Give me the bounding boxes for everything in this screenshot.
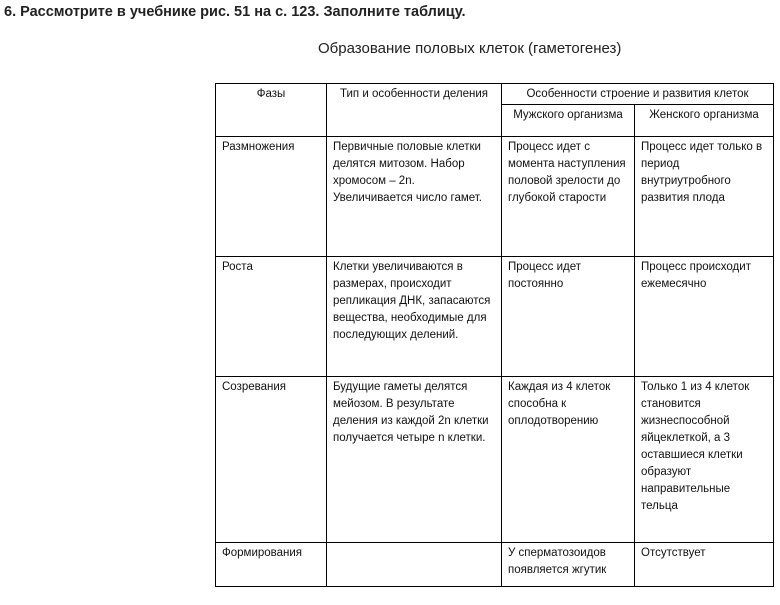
female-cell: Процесс происходит ежемесячно [635, 257, 774, 377]
division-cell [327, 543, 502, 587]
male-cell: Процесс идет постоянно [502, 257, 635, 377]
division-cell: Клетки увеличиваются в размерах, происходит репликация ДНК, запасаются вещества, необходимые для последующих делений. [327, 257, 502, 377]
male-cell: Процесс идет с момента наступления половой зрелости до глубокой старости [502, 137, 635, 257]
female-cell: Отсутствует [635, 543, 774, 587]
header-male: Мужского организма [502, 105, 635, 137]
task-heading: 6. Рассмотрите в учебнике рис. 51 на с. 123. Заполните таблицу. [4, 4, 466, 20]
male-cell: У сперматозоидов появляется жгутик [502, 543, 635, 587]
table-title: Образование половых клеток (гаметогенез) [318, 40, 622, 57]
division-cell: Будущие гаметы делятся мейозом. В результате деления из каждой 2n клетки получается четыре n клетки. [327, 377, 502, 543]
division-cell: Первичные половые клетки делятся митозом. Набор хромосом – 2n. Увеличивается число гамет. [327, 137, 502, 257]
female-cell: Только 1 из 4 клеток становится жизнеспособной яйцеклеткой, а 3 оставшиеся клетки образуют направительные тельца [635, 377, 774, 543]
header-female: Женского организма [635, 105, 774, 137]
header-phases: Фазы [216, 84, 327, 137]
header-division: Тип и особенности деления [327, 84, 502, 137]
male-cell: Каждая из 4 клеток способна к оплодотворению [502, 377, 635, 543]
gametogenesis-table [215, 83, 774, 587]
table-row [216, 543, 774, 587]
female-cell: Процесс идет только в период внутриутробного развития плода [635, 137, 774, 257]
phase-cell: Роста [216, 257, 327, 377]
table-row [216, 137, 774, 257]
table-row [216, 377, 774, 543]
header-row [216, 84, 774, 105]
phase-cell: Размножения [216, 137, 327, 257]
phase-cell: Созревания [216, 377, 327, 543]
table-row [216, 257, 774, 377]
phase-cell: Формирования [216, 543, 327, 587]
header-features: Особенности строение и развития клеток [502, 84, 774, 105]
